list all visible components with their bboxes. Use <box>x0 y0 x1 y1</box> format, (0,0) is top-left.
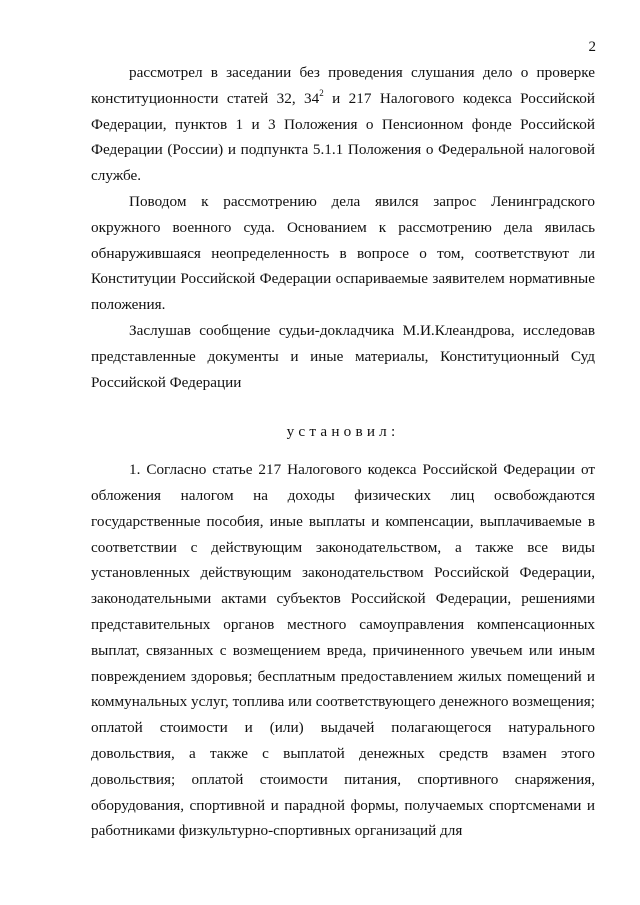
document-body <box>91 60 595 844</box>
paragraph-article-217: 1. Согласно статье 217 Налогового кодекса Российской Федерации от обложения налогом на доходы физических лиц освобождаются государственные пособия, иные выплаты и компенсации, выплачиваемые в соответствии с действующим законодательством, а также все виды установленных действующим законодательством Российской Федерации, законодательными актами субъектов Российской Федерации, решениями представительных органов местного самоуправления компенсационных выплат, связанных с возмещением вреда, причиненного увечьем или иным повреждением здоровья; бесплатным предоставлением жилых помещений и коммунальных услуг, топлива или соответствующего денежного возмещения; оплатой стоимости и (или) выдачей полагающегося натурального довольствия, а также с выплатой денежных средств взамен этого довольствия; оплатой стоимости питания, спортивного снаряжения, оборудования, спортивной и парадной формы, получаемых спортсменами и работниками физкультурно-спортивных организаций для <box>91 461 595 840</box>
article-superscript: 2 <box>319 87 324 98</box>
page-number: 2 <box>588 39 596 55</box>
paragraph-case-subject-text: рассмотрел в заседании без проведения слушания дело о проверке конституционности статей 32, 34 <box>91 64 595 107</box>
paragraph-case-subject <box>91 60 595 189</box>
paragraph-case-subject-text-cont: и 217 Налогового кодекса Российской Федерации, пунктов 1 и 3 Положения о Пенсионном фонде Российской Федерации (России) и подпункта 5.1.1 Положения о Федеральной налоговой службе. <box>91 89 595 185</box>
paragraph-hearing: Заслушав сообщение судьи-докладчика М.И.Клеандрова, исследовав представленные документы и иные материалы, Конституционный Суд Российской Федерации <box>91 321 595 391</box>
paragraph-grounds: Поводом к рассмотрению дела явился запрос Ленинградского окружного военного суда. Основанием к рассмотрению дела явилась обнаружившаяся неопределенность в вопросе о том, соответствуют ли Конституции Российской Федерации оспариваемые заявителем нормативные положения. <box>91 192 595 314</box>
section-heading: установил: <box>286 423 400 441</box>
